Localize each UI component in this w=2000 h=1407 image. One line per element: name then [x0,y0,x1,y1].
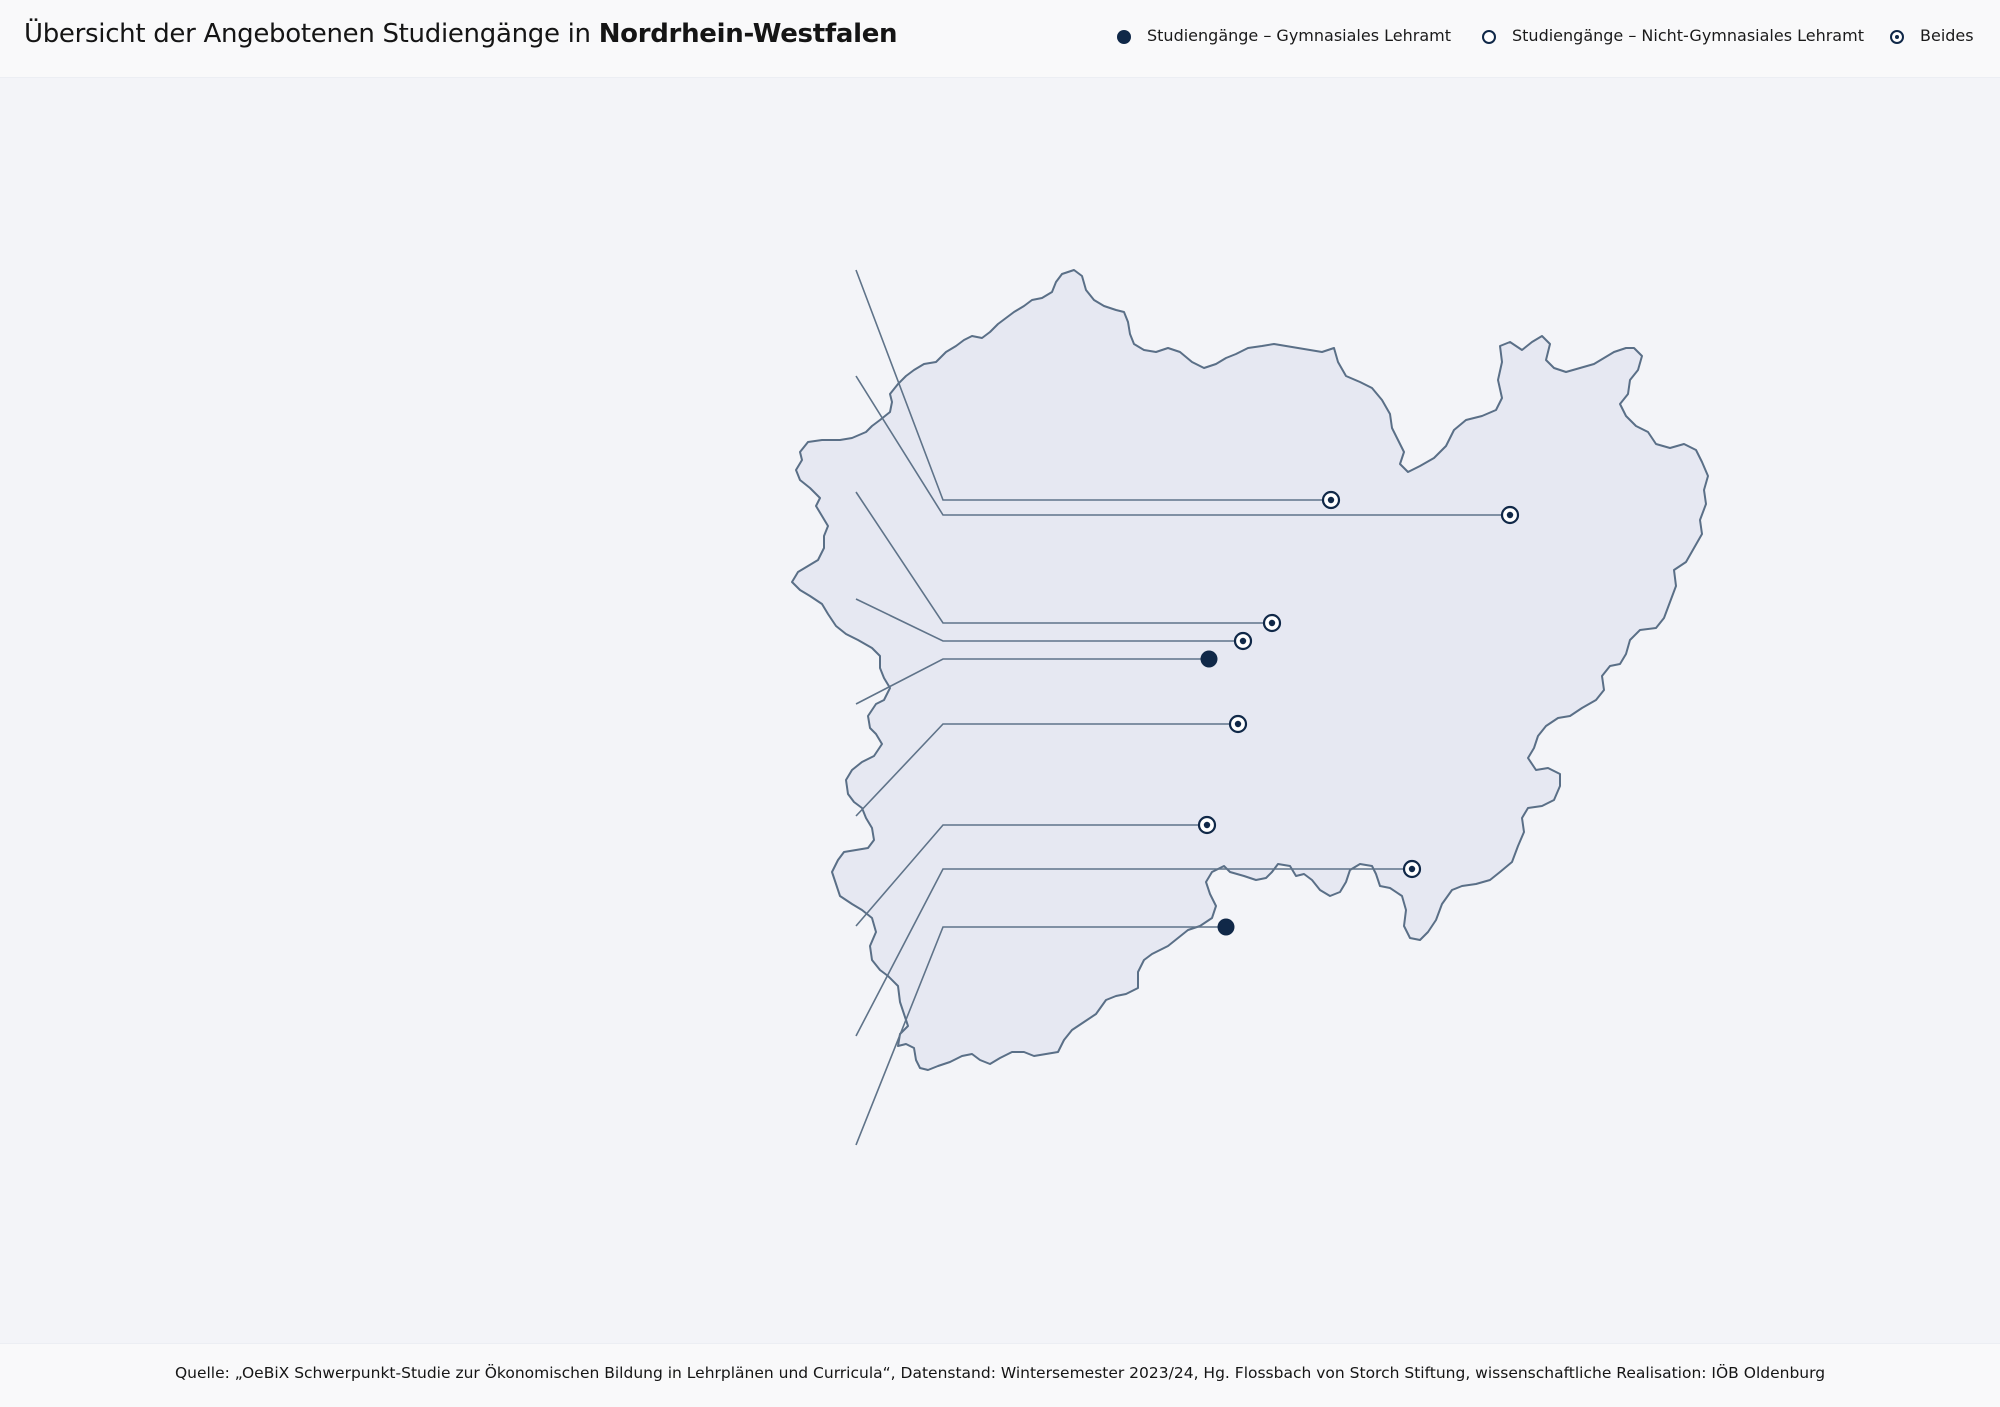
header-bar: Übersicht der Angebotenen Studiengänge in Nordrhein-Westfalen Studiengänge – Gymnasiales Lehramt Studiengänge – Nicht-Gymnasiales Lehramt Beides [0,0,2000,78]
marker-bonn[interactable] [1218,919,1235,936]
footer-bar [0,1343,2000,1407]
source-note: Quelle: „OeBiX Schwerpunkt-Studie zur Ökonomischen Bildung in Lehrplänen und Curricula“, Datenstand: Wintersemester 2023/24, Hg. Flossbach von Storch Stiftung, wissenschaftliche Realisation: IÖB Oldenburg [174,1364,1826,1382]
university-labels [0,0,860,1406]
marker-muenster[interactable] [1323,492,1339,508]
marker-bochum[interactable] [1201,651,1218,668]
marker-koeln[interactable] [1199,817,1215,833]
marker-wuppertal[interactable] [1235,633,1251,649]
marker-dortmund[interactable] [1264,615,1280,631]
page-title: Übersicht der Angebotenen Studiengänge in Nordrhein-Westfalen [24,19,898,49]
marker-siegen[interactable] [1404,861,1420,877]
marker-bielefeld[interactable] [1502,507,1518,523]
region-name: Nordrhein-Westfalen [598,19,898,49]
marker-duisburg-essen[interactable] [1230,716,1246,732]
